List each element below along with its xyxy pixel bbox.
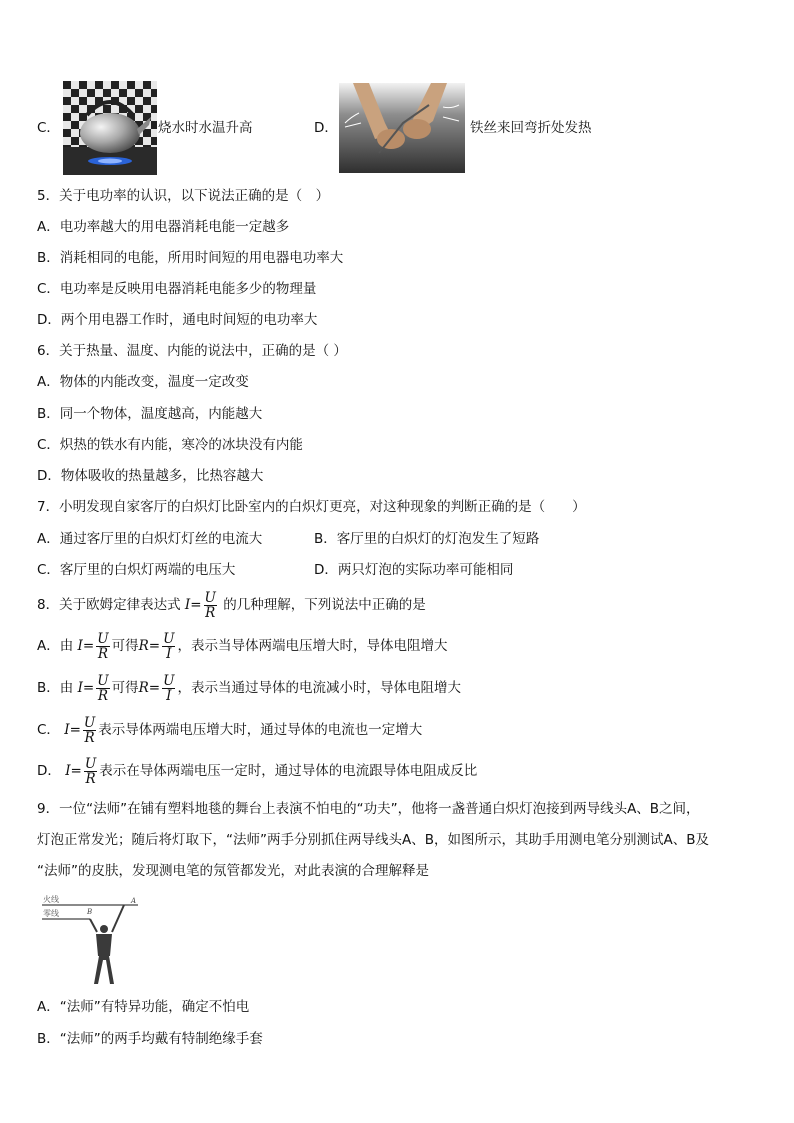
q8-option-b <box>37 671 461 705</box>
q6-option-d: D．物体吸收的热量越多，比热容越大 <box>37 468 264 484</box>
node-b-label: B <box>87 908 93 916</box>
q7-option-a: A．通过客厅里的白炽灯灯丝的电流大 <box>37 531 263 547</box>
frac-den-i: I <box>166 687 172 704</box>
option-c-text: 烧水时水温升高 <box>158 120 253 136</box>
q7-option-c: C．客厅里的白炽灯两端的电压大 <box>37 562 236 578</box>
frac-den-r: R <box>205 604 216 621</box>
bending-wire-photo <box>339 83 465 173</box>
q7-stem: 7．小明发现自家客厅的白炽灯比卧室内的白炽灯更亮，对这种现象的判断正确的是（ ） <box>37 499 586 515</box>
eq-sign: = <box>82 680 95 696</box>
q8-c-post: 表示导体两端电压增大时，通过导体的电流也一定增大 <box>98 722 423 738</box>
q5-stem: 5．关于电功率的认识，以下说法正确的是（ ） <box>37 188 330 204</box>
frac-den-r: R <box>97 687 108 704</box>
magician-figure <box>90 905 124 984</box>
frac-num-u: U <box>163 630 175 647</box>
q6-stem: 6．关于热量、温度、内能的说法中，正确的是（ ） <box>37 343 347 359</box>
option-d-letter: D． <box>314 120 338 136</box>
eq-R: R <box>138 638 149 654</box>
q6-option-a: A．物体的内能改变，温度一定改变 <box>37 374 249 390</box>
frac-num-u: U <box>97 630 109 647</box>
q8-a-post: ，表示当导体两端电压增大时，导体电阻增大 <box>177 638 448 654</box>
q7-option-d: D．两只灯泡的实际功率可能相同 <box>314 562 514 578</box>
frac-den-r: R <box>84 729 95 746</box>
kettle-photo <box>63 81 157 175</box>
q6-option-b: B．同一个物体，温度越高，内能越大 <box>37 406 263 422</box>
q9-stem-line2: 灯泡正常发光；随后将灯取下，“法师”两手分别抓住两导线头A、B，如图所示，其助手用测电笔分别测试A、B及 <box>37 832 709 848</box>
node-a-label: A <box>131 897 137 905</box>
option-d-text: 铁丝来回弯折处发热 <box>470 120 592 136</box>
q5-option-a: A．电功率越大的用电器消耗电能一定越多 <box>37 219 290 235</box>
frac-den-r: R <box>97 645 108 662</box>
q9-stem-line3: “法师”的皮肤，发现测电笔的氖管都发光，对此表演的合理解释是 <box>37 863 429 879</box>
q8-option-d <box>37 754 477 788</box>
q8-stem-pre: 8．关于欧姆定律表达式 <box>37 597 181 613</box>
eq-sign: = <box>70 763 82 779</box>
q8-stem-post: 的几种理解，下列说法中正确的是 <box>223 597 426 613</box>
frac-den-r: R <box>85 770 96 787</box>
q8-d-pre: D． <box>37 763 61 779</box>
fire-wire-label: 火线 <box>43 895 59 904</box>
eq-I: I <box>184 597 191 613</box>
frac-num-u: U <box>84 755 97 772</box>
eq-sign: = <box>82 638 95 654</box>
q7-option-b: B．客厅里的白炽灯的灯泡发生了短路 <box>314 531 540 547</box>
fraction-u-over-r <box>83 716 96 745</box>
frac-num-u: U <box>97 672 109 689</box>
eq-sign: = <box>148 638 161 654</box>
eq-I: I <box>65 763 71 779</box>
q8-c-pre: C． <box>37 722 60 738</box>
q8-d-post: 表示在导体两端电压一定时，通过导体的电流跟导体电阻成反比 <box>99 763 478 779</box>
fraction-u-over-r <box>84 757 97 786</box>
can-get: 可得 <box>111 638 139 654</box>
q9-figure <box>40 892 140 988</box>
eq-I: I <box>77 680 83 696</box>
q5-option-b: B．消耗相同的电能，所用时间短的用电器电功率大 <box>37 250 344 266</box>
fraction-u-over-i <box>162 674 175 703</box>
fraction-u-over-r <box>96 632 109 661</box>
can-get: 可得 <box>111 680 139 696</box>
q8-option-c <box>37 713 422 747</box>
frac-num-u: U <box>163 672 175 689</box>
frac-num-u: U <box>204 589 216 606</box>
q8-b-pre: B．由 <box>37 680 74 696</box>
q9-option-a: A．“法师”有特异功能，确定不怕电 <box>37 999 250 1015</box>
option-c-letter: C． <box>37 120 60 136</box>
q9-stem-line1: 9．一位“法师”在铺有塑料地毯的舞台上表演不怕电的“功夫”，他将一盏普通白炽灯泡接到两导线头A、B之间， <box>37 801 700 817</box>
zero-wire-label: 零线 <box>43 909 59 918</box>
fraction-u-over-i <box>162 632 175 661</box>
q5-option-d: D．两个用电器工作时，通电时间短的电功率大 <box>37 312 318 328</box>
q8-a-pre: A．由 <box>37 638 74 654</box>
q8-b-post: ，表示当通过导体的电流减小时，导体电阻增大 <box>177 680 461 696</box>
eq-I: I <box>64 722 70 738</box>
q6-option-c: C．炽热的铁水有内能，寒冷的冰块没有内能 <box>37 437 303 453</box>
eq-sign: = <box>69 722 81 738</box>
frac-num-u: U <box>83 714 96 731</box>
q8-option-a <box>37 629 447 663</box>
eq-sign: = <box>148 680 161 696</box>
q8-stem <box>37 588 426 622</box>
q9-option-b: B．“法师”的两手均戴有特制绝缘手套 <box>37 1031 263 1047</box>
frac-den-i: I <box>166 645 172 662</box>
fraction-u-over-r <box>204 591 217 620</box>
eq-sign: = <box>190 597 202 613</box>
eq-I: I <box>77 638 83 654</box>
q5-option-c: C．电功率是反映用电器消耗电能多少的物理量 <box>37 281 317 297</box>
fraction-u-over-r <box>96 674 109 703</box>
eq-R: R <box>138 680 149 696</box>
